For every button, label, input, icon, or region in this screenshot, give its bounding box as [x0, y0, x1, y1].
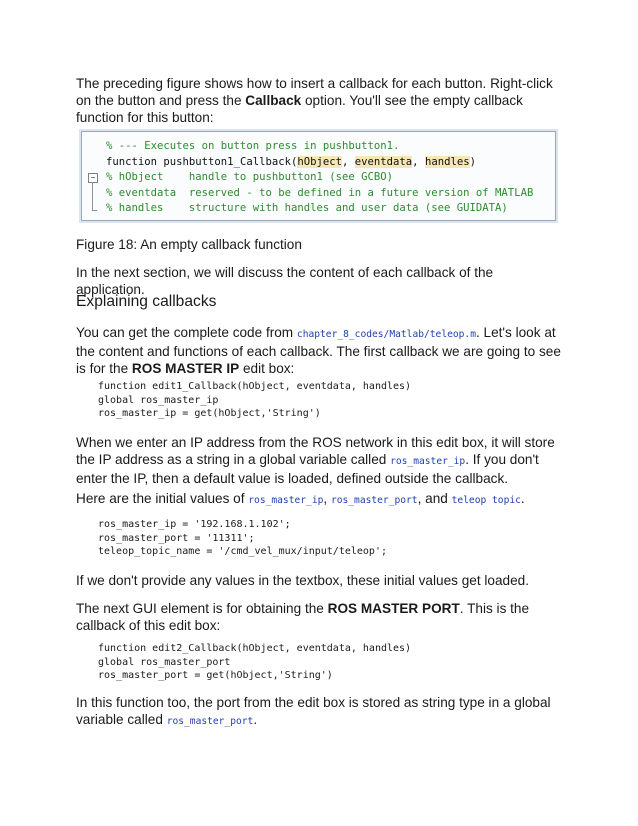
section-heading: Explaining callbacks	[76, 293, 217, 310]
figure-caption: Figure 18: An empty callback function	[76, 237, 302, 252]
text-span: .	[253, 712, 258, 727]
intro-paragraph	[76, 75, 562, 126]
code-line-comment: % --- Executes on button press in pushbutton1.	[106, 140, 400, 152]
paragraph-port-storage	[76, 694, 562, 730]
keyword-function: function	[106, 155, 164, 168]
text-span: .	[520, 491, 525, 506]
code-teleop-topic: teleop topic	[451, 495, 521, 506]
code-path: chapter_8_codes/Matlab/teleop.m	[296, 329, 476, 340]
collapse-fold-icon[interactable]: −	[88, 173, 98, 183]
text-span: In this function too, the port from the edit box is stored as string type in a global variable called	[76, 695, 551, 727]
code-ros-master-ip: ros_master_ip	[390, 456, 466, 467]
paragraph-textbox: If we don't provide any values in the textbox, these initial values get loaded.	[76, 573, 529, 588]
paragraph-next-gui	[76, 600, 562, 634]
code-line-hobject	[82, 170, 533, 186]
text-span: . This is the callback of this edit box:	[76, 601, 530, 633]
close-paren: )	[469, 155, 476, 168]
code-ros-master-ip: ros_master_ip	[248, 495, 324, 506]
code-block-edit2: function edit2_Callback(hObject, eventdata, handles) global ros_master_port ros_master_port = get(hObject,'String')	[98, 643, 412, 681]
fold-gutter-end	[92, 210, 97, 211]
figure-code-block	[82, 139, 533, 217]
separator: ,	[412, 155, 425, 168]
text-span: The next GUI element is for obtaining the	[76, 601, 328, 616]
fold-gutter-line	[92, 182, 93, 210]
separator: ,	[342, 155, 355, 168]
text-span: option. You'll see the empty callback function for this button:	[76, 93, 523, 125]
paragraph-next-section: In the next section, we will discuss the content of each callback of the application.	[76, 265, 494, 297]
paragraph-complete-code	[76, 324, 562, 377]
text-span: The preceding figure shows how to insert a callback for each button. Right-click on the button and press the	[76, 76, 553, 108]
paragraph-ip-address	[76, 434, 562, 487]
function-name: pushbutton1_Callback(	[163, 155, 298, 168]
arg-handles: handles	[424, 155, 470, 168]
code-block-initial-values: ros_master_ip = '192.168.1.102'; ros_master_port = '11311'; teleop_topic_name = '/cmd_vel_mux/input/teleop';	[98, 519, 387, 557]
text-span: . If you don't enter the IP, then a default value is loaded, defined outside the callback.	[76, 452, 539, 486]
bold-ros-master-ip: ROS MASTER IP	[131, 361, 240, 376]
code-ros-master-port: ros_master_port	[330, 495, 418, 506]
comment-text: % hObject handle to pushbutton1 (see GCBO)	[106, 171, 394, 183]
paragraph-initial-values	[76, 490, 562, 509]
text-span: , and	[417, 491, 452, 506]
text-span: ,	[323, 491, 331, 506]
arg-hobject: hObject	[297, 155, 342, 168]
bold-ros-master-port: ROS MASTER PORT	[327, 601, 460, 616]
bold-callback: Callback	[245, 93, 302, 108]
code-line-handles: % handles structure with handles and user data (see GUIDATA)	[106, 202, 508, 214]
code-line-function	[82, 155, 533, 171]
text-span: Here are the initial values of	[76, 491, 249, 506]
callback-code-figure	[81, 131, 556, 221]
code-line-eventdata: % eventdata reserved - to be defined in a future version of MATLAB	[106, 186, 534, 199]
text-span: When we enter an IP address from the ROS network in this edit box, it will store the IP address as a string in a global variable called	[76, 435, 555, 467]
code-block-edit1: function edit1_Callback(hObject, eventdata, handles) global ros_master_ip ros_master_ip = get(hObject,'String')	[98, 381, 412, 419]
text-span: edit box:	[239, 361, 295, 376]
text-span: . Let's look at the content and functions of each callback. The first callback we are going to see is for the	[76, 325, 561, 376]
text-span: You can get the complete code from	[76, 325, 297, 340]
code-ros-master-port: ros_master_port	[166, 716, 254, 727]
arg-eventdata: eventdata	[354, 155, 413, 168]
